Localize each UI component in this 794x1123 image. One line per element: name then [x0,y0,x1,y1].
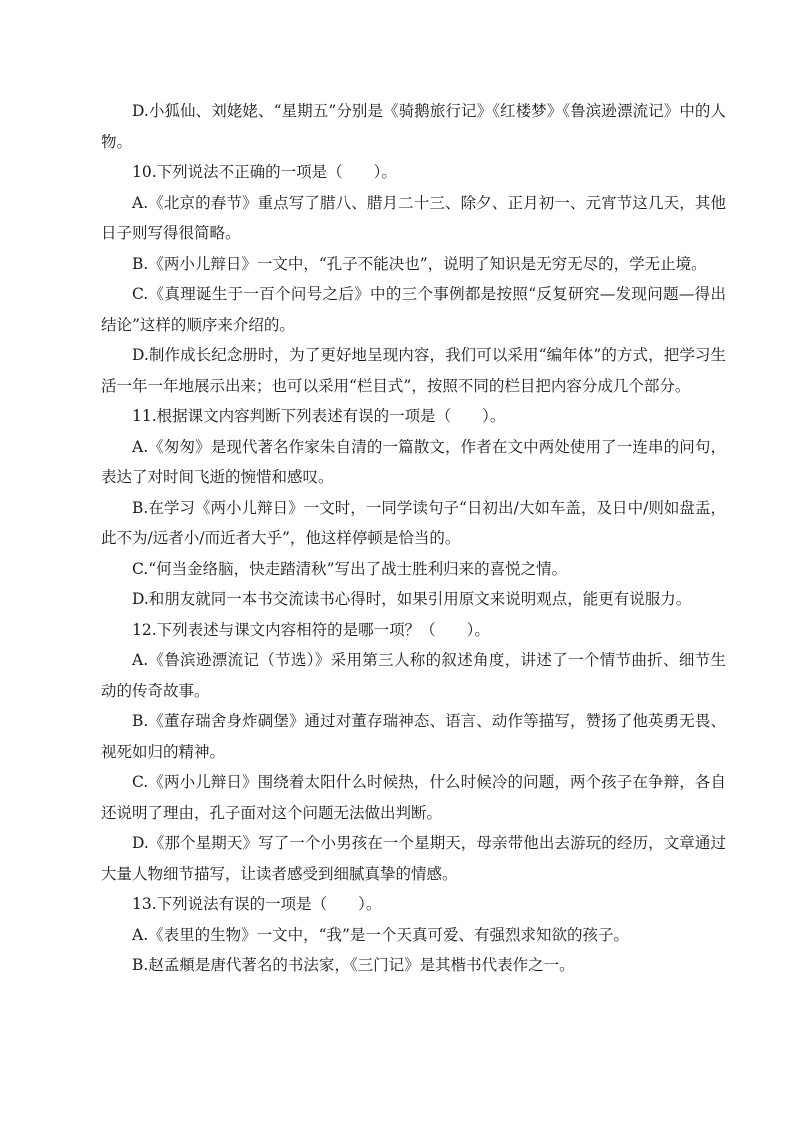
question-13: 13.下列说法有误的一项是（ ）。 [132,895,382,913]
question-11: 11.根据课文内容判断下列表述有误的一项是（ ）。 [132,407,506,425]
option-d-q9: D.小狐仙、刘姥姥、“星期五”分别是《骑鹅旅行记》《红楼梦》《鲁滨逊漂流记》中的人物。 [101,102,726,151]
option-d-q11: D.和朋友就同一本书交流读书心得时，如果引用原文来说明观点，能更有说服力。 [132,590,692,608]
option-b-q12: B.《董存瑞舍身炸碉堡》通过对董存瑞神态、语言、动作等描写，赞扬了他英勇无畏、视死如归的精神。 [101,712,726,761]
question-10: 10.下列说法不正确的一项是（ ）。 [132,163,397,181]
option-d-q12: D.《那个星期天》写了一个小男孩在一个星期天，母亲带他出去游玩的经历，文章通过大量人物细节描写，让读者感受到细腻真挚的情感。 [101,834,726,883]
option-c-q12: C.《两小儿辩日》围绕着太阳什么时候热，什么时候冷的问题，两个孩子在争辩，各自还说明了理由，孔子面对这个问题无法做出判断。 [101,773,726,822]
option-a-q13: A.《表里的生物》一文中，“我”是一个天真可爱、有强烈求知欲的孩子。 [132,925,629,944]
option-c-q10: C.《真理诞生于一百个问号之后》中的三个事例都是按照“反复研究—发现问题—得出结论”这样的顺序来介绍的。 [101,285,726,334]
option-c-q11: C.“何当金络脑，快走踏清秋”写出了战士胜利归来的喜悦之情。 [132,559,568,578]
option-b-q10: B.《两小儿辩日》一文中，“孔子不能决也”，说明了知识是无穷无尽的，学无止境。 [132,254,707,273]
option-a-q11: A.《匆匆》是现代著名作家朱自清的一篇散文，作者在文中两处使用了一连串的问句，表达了对时间飞逝的惋惜和感叹。 [101,437,726,486]
option-b-q11: B.在学习《两小儿辩日》一文时，一同学读句子“日初出/大如车盖，及日中/则如盘盂，此不为/远者小/而近者大乎”，他这样停顿是恰当的。 [101,498,726,547]
option-b-q13: B.赵孟頫是唐代著名的书法家，《三门记》是其楷书代表作之一。 [132,956,575,974]
question-12: 12.下列表述与课文内容相符的是哪一项？（ ）。 [132,620,490,639]
document-body [101,96,726,981]
option-d-q10: D.制作成长纪念册时，为了更好地呈现内容，我们可以采用“编年体”的方式，把学习生活一年一年地展示出来；也可以采用“栏目式”，按照不同的栏目把内容分成几个部分。 [101,346,726,395]
option-a-q12: A.《鲁滨逊漂流记（节选）》采用第三人称的叙述角度，讲述了一个情节曲折、细节生动的传奇故事。 [101,651,726,700]
option-a-q10: A.《北京的春节》重点写了腊八、腊月二十三、除夕、正月初一、元宵节这几天，其他日子则写得很简略。 [101,193,726,242]
